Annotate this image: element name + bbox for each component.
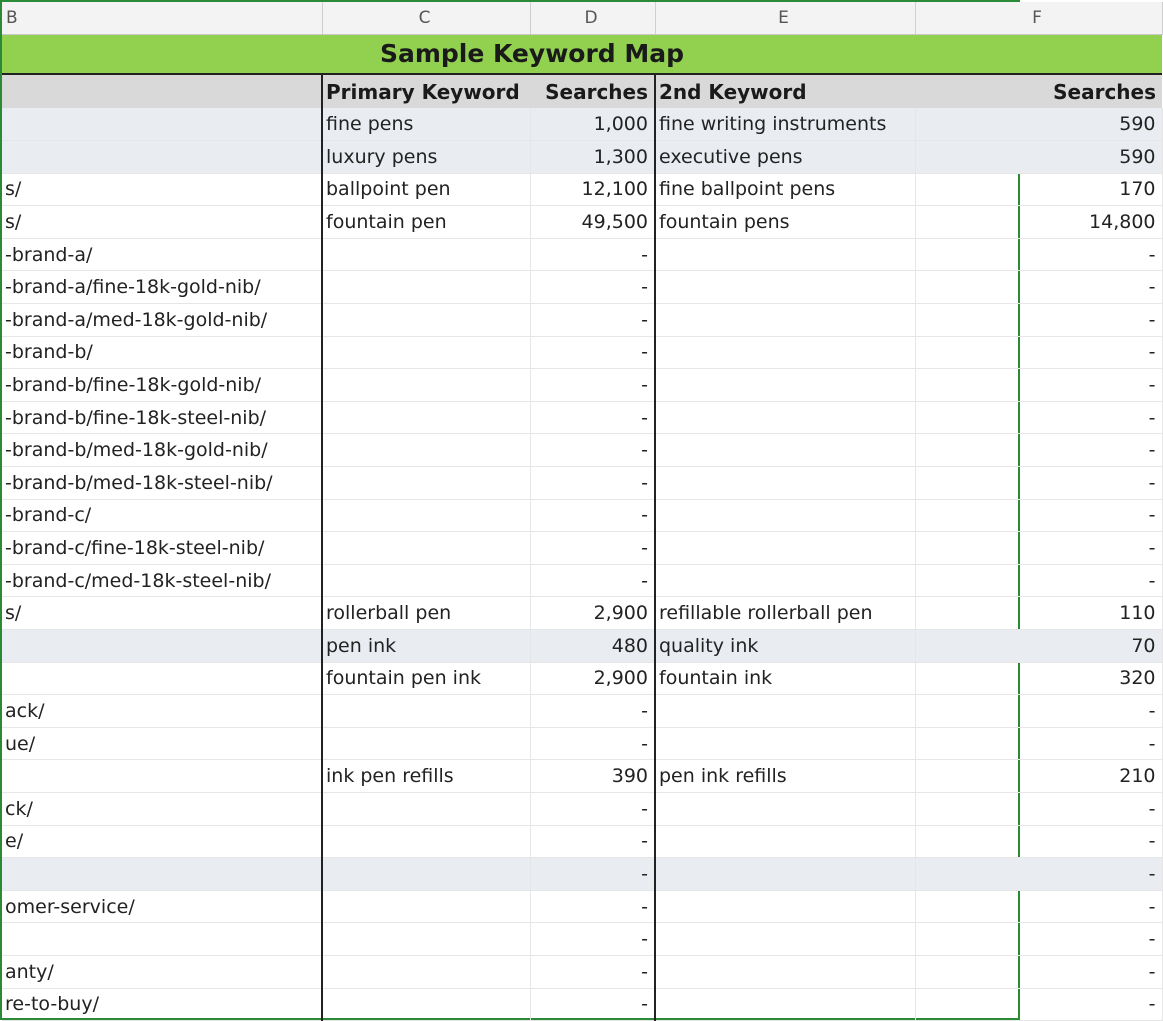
- primary-searches-cell[interactable]: -: [530, 434, 655, 467]
- second-searches-cell[interactable]: 590: [915, 108, 1162, 141]
- url-cell[interactable]: -brand-b/fine-18k-gold-nib/: [2, 369, 322, 402]
- url-cell[interactable]: ue/: [2, 727, 322, 760]
- primary-keyword-cell[interactable]: [322, 532, 530, 565]
- url-cell[interactable]: e/: [2, 825, 322, 858]
- url-cell[interactable]: -brand-a/fine-18k-gold-nib/: [2, 271, 322, 304]
- primary-searches-cell[interactable]: -: [530, 304, 655, 337]
- second-searches-cell[interactable]: -: [915, 727, 1162, 760]
- url-cell[interactable]: -brand-b/med-18k-gold-nib/: [2, 434, 322, 467]
- table-row: [2, 955, 1162, 988]
- header-primary-keyword[interactable]: Primary Keyword: [322, 74, 530, 108]
- primary-keyword-cell[interactable]: rollerball pen: [322, 597, 530, 630]
- second-keyword-cell[interactable]: [655, 923, 915, 956]
- second-keyword-cell[interactable]: [655, 238, 915, 271]
- second-keyword-cell[interactable]: fine ballpoint pens: [655, 173, 915, 206]
- second-keyword-cell[interactable]: [655, 532, 915, 565]
- primary-keyword-cell[interactable]: [322, 238, 530, 271]
- sheet-title[interactable]: [2, 34, 1162, 74]
- primary-searches-cell[interactable]: 1,000: [530, 108, 655, 141]
- url-cell[interactable]: [2, 108, 322, 141]
- table-row: [2, 108, 1162, 141]
- primary-searches-cell[interactable]: 12,100: [530, 173, 655, 206]
- primary-searches-cell[interactable]: 2,900: [530, 597, 655, 630]
- primary-keyword-cell[interactable]: fountain pen: [322, 206, 530, 239]
- primary-keyword-cell[interactable]: luxury pens: [322, 141, 530, 174]
- primary-searches-cell[interactable]: 49,500: [530, 206, 655, 239]
- table-row: [2, 336, 1162, 369]
- second-searches-cell[interactable]: -: [915, 792, 1162, 825]
- table-row: [2, 206, 1162, 239]
- table-row: [2, 141, 1162, 174]
- second-searches-cell[interactable]: -: [915, 923, 1162, 956]
- url-cell[interactable]: anty/: [2, 955, 322, 988]
- url-cell[interactable]: [2, 923, 322, 956]
- header-url-cell[interactable]: [2, 74, 322, 108]
- primary-searches-cell[interactable]: -: [530, 955, 655, 988]
- second-searches-cell[interactable]: 590: [915, 141, 1162, 174]
- primary-keyword-cell[interactable]: ballpoint pen: [322, 173, 530, 206]
- primary-keyword-cell[interactable]: [322, 434, 530, 467]
- primary-searches-cell[interactable]: -: [530, 401, 655, 434]
- primary-keyword-cell[interactable]: [322, 792, 530, 825]
- table-row: [2, 271, 1162, 304]
- second-searches-cell[interactable]: -: [915, 304, 1162, 337]
- table-row: [2, 858, 1162, 891]
- column-header-c[interactable]: C: [322, 2, 530, 34]
- second-searches-cell[interactable]: -: [915, 955, 1162, 988]
- primary-keyword-cell[interactable]: [322, 825, 530, 858]
- second-searches-cell[interactable]: -: [915, 271, 1162, 304]
- second-keyword-cell[interactable]: [655, 727, 915, 760]
- primary-keyword-cell[interactable]: [322, 988, 530, 1021]
- table-row: [2, 304, 1162, 337]
- second-keyword-cell[interactable]: quality ink: [655, 630, 915, 663]
- second-keyword-cell[interactable]: fine writing instruments: [655, 108, 915, 141]
- primary-keyword-cell[interactable]: pen ink: [322, 630, 530, 663]
- primary-searches-cell[interactable]: 480: [530, 630, 655, 663]
- primary-keyword-cell[interactable]: [322, 564, 530, 597]
- url-cell[interactable]: -brand-b/med-18k-steel-nib/: [2, 467, 322, 500]
- url-cell[interactable]: ck/: [2, 792, 322, 825]
- primary-keyword-cell[interactable]: [322, 695, 530, 728]
- table-row: [2, 499, 1162, 532]
- table-row: [2, 564, 1162, 597]
- primary-keyword-cell[interactable]: [322, 369, 530, 402]
- second-keyword-cell[interactable]: [655, 369, 915, 402]
- primary-searches-cell[interactable]: -: [530, 792, 655, 825]
- url-cell[interactable]: [2, 858, 322, 891]
- table-row: [2, 597, 1162, 630]
- primary-keyword-cell[interactable]: [322, 467, 530, 500]
- url-cell[interactable]: [2, 630, 322, 663]
- primary-searches-cell[interactable]: -: [530, 825, 655, 858]
- url-cell[interactable]: omer-service/: [2, 890, 322, 923]
- table-row: [2, 792, 1162, 825]
- header-primary-searches[interactable]: Searches: [530, 74, 655, 108]
- primary-searches-cell[interactable]: -: [530, 923, 655, 956]
- second-keyword-cell[interactable]: [655, 401, 915, 434]
- primary-keyword-cell[interactable]: [322, 890, 530, 923]
- primary-searches-cell[interactable]: -: [530, 271, 655, 304]
- primary-keyword-cell[interactable]: [322, 336, 530, 369]
- table-row: [2, 467, 1162, 500]
- primary-searches-cell[interactable]: -: [530, 695, 655, 728]
- second-keyword-cell[interactable]: [655, 792, 915, 825]
- column-header-d[interactable]: D: [530, 2, 655, 34]
- primary-keyword-cell[interactable]: fine pens: [322, 108, 530, 141]
- header-second-searches[interactable]: Searches: [915, 74, 1162, 108]
- table-row: [2, 825, 1162, 858]
- primary-keyword-cell[interactable]: [322, 727, 530, 760]
- url-cell[interactable]: -brand-b/: [2, 336, 322, 369]
- primary-keyword-cell[interactable]: [322, 858, 530, 891]
- url-cell[interactable]: s/: [2, 597, 322, 630]
- header-second-keyword[interactable]: 2nd Keyword: [655, 74, 915, 108]
- second-keyword-cell[interactable]: [655, 271, 915, 304]
- second-keyword-cell[interactable]: [655, 304, 915, 337]
- second-keyword-cell[interactable]: fountain pens: [655, 206, 915, 239]
- url-cell[interactable]: re-to-buy/: [2, 988, 322, 1021]
- table-row: [2, 988, 1162, 1021]
- url-cell[interactable]: [2, 662, 322, 695]
- header-row: [2, 74, 1162, 108]
- primary-keyword-cell[interactable]: [322, 923, 530, 956]
- table-row: [2, 662, 1162, 695]
- table-row: [2, 532, 1162, 565]
- url-cell[interactable]: -brand-a/med-18k-gold-nib/: [2, 304, 322, 337]
- url-cell[interactable]: ack/: [2, 695, 322, 728]
- second-searches-cell[interactable]: -: [915, 695, 1162, 728]
- primary-searches-cell[interactable]: -: [530, 369, 655, 402]
- primary-keyword-cell[interactable]: [322, 955, 530, 988]
- second-keyword-cell[interactable]: [655, 499, 915, 532]
- table-row: [2, 369, 1162, 402]
- second-keyword-cell[interactable]: refillable rollerball pen: [655, 597, 915, 630]
- second-searches-cell[interactable]: -: [915, 564, 1162, 597]
- second-keyword-cell[interactable]: [655, 858, 915, 891]
- second-keyword-cell[interactable]: [655, 695, 915, 728]
- table-row: [2, 630, 1162, 663]
- url-cell[interactable]: -brand-c/fine-18k-steel-nib/: [2, 532, 322, 565]
- primary-searches-cell[interactable]: -: [530, 532, 655, 565]
- second-keyword-cell[interactable]: [655, 890, 915, 923]
- primary-keyword-cell[interactable]: [322, 304, 530, 337]
- second-searches-cell[interactable]: -: [915, 369, 1162, 402]
- second-keyword-cell[interactable]: pen ink refills: [655, 760, 915, 793]
- url-cell[interactable]: [2, 141, 322, 174]
- column-header-b[interactable]: B: [2, 2, 322, 34]
- second-searches-cell[interactable]: -: [915, 988, 1162, 1021]
- second-searches-cell[interactable]: -: [915, 890, 1162, 923]
- second-keyword-cell[interactable]: executive pens: [655, 141, 915, 174]
- primary-searches-cell[interactable]: -: [530, 467, 655, 500]
- table-row: [2, 238, 1162, 271]
- second-searches-cell[interactable]: -: [915, 238, 1162, 271]
- url-cell[interactable]: s/: [2, 173, 322, 206]
- primary-keyword-cell[interactable]: [322, 401, 530, 434]
- second-keyword-cell[interactable]: [655, 825, 915, 858]
- second-keyword-cell[interactable]: [655, 955, 915, 988]
- second-searches-cell[interactable]: -: [915, 825, 1162, 858]
- primary-searches-cell[interactable]: -: [530, 988, 655, 1021]
- url-cell[interactable]: -brand-c/med-18k-steel-nib/: [2, 564, 322, 597]
- second-keyword-cell[interactable]: [655, 988, 915, 1021]
- url-cell[interactable]: [2, 760, 322, 793]
- primary-keyword-cell[interactable]: fountain pen ink: [322, 662, 530, 695]
- table-row: [2, 401, 1162, 434]
- primary-searches-cell[interactable]: -: [530, 564, 655, 597]
- second-searches-cell[interactable]: -: [915, 434, 1162, 467]
- second-searches-cell[interactable]: 210: [915, 760, 1162, 793]
- url-cell[interactable]: -brand-b/fine-18k-steel-nib/: [2, 401, 322, 434]
- primary-searches-cell[interactable]: -: [530, 858, 655, 891]
- primary-searches-cell[interactable]: 2,900: [530, 662, 655, 695]
- sheet-title-text: Sample Keyword Map: [379, 39, 685, 69]
- primary-searches-cell[interactable]: -: [530, 727, 655, 760]
- second-keyword-cell[interactable]: [655, 434, 915, 467]
- second-searches-cell[interactable]: -: [915, 467, 1162, 500]
- keyword-map-table: [2, 2, 1163, 1021]
- primary-searches-cell[interactable]: 1,300: [530, 141, 655, 174]
- second-keyword-cell[interactable]: fountain ink: [655, 662, 915, 695]
- table-row: [2, 890, 1162, 923]
- title-row: [2, 34, 1162, 74]
- second-keyword-cell[interactable]: [655, 336, 915, 369]
- table-row: [2, 760, 1162, 793]
- second-searches-cell[interactable]: 170: [915, 173, 1162, 206]
- primary-searches-cell[interactable]: -: [530, 890, 655, 923]
- column-header-f[interactable]: F: [915, 2, 1162, 34]
- second-searches-cell[interactable]: 14,800: [915, 206, 1162, 239]
- table-row: [2, 173, 1162, 206]
- column-header-e[interactable]: E: [655, 2, 915, 34]
- second-keyword-cell[interactable]: [655, 564, 915, 597]
- primary-searches-cell[interactable]: -: [530, 238, 655, 271]
- second-searches-cell[interactable]: -: [915, 858, 1162, 891]
- table-row: [2, 434, 1162, 467]
- primary-keyword-cell[interactable]: ink pen refills: [322, 760, 530, 793]
- second-searches-cell[interactable]: 110: [915, 597, 1162, 630]
- table-row: [2, 923, 1162, 956]
- second-searches-cell[interactable]: -: [915, 336, 1162, 369]
- second-searches-cell[interactable]: 320: [915, 662, 1162, 695]
- primary-keyword-cell[interactable]: [322, 499, 530, 532]
- second-searches-cell[interactable]: 70: [915, 630, 1162, 663]
- second-searches-cell[interactable]: -: [915, 532, 1162, 565]
- second-keyword-cell[interactable]: [655, 467, 915, 500]
- url-cell[interactable]: -brand-c/: [2, 499, 322, 532]
- column-header-row: [2, 2, 1162, 34]
- primary-keyword-cell[interactable]: [322, 271, 530, 304]
- url-cell[interactable]: -brand-a/: [2, 238, 322, 271]
- second-searches-cell[interactable]: -: [915, 499, 1162, 532]
- primary-searches-cell[interactable]: -: [530, 336, 655, 369]
- url-cell[interactable]: s/: [2, 206, 322, 239]
- table-row: [2, 695, 1162, 728]
- table-row: [2, 727, 1162, 760]
- primary-searches-cell[interactable]: 390: [530, 760, 655, 793]
- second-searches-cell[interactable]: -: [915, 401, 1162, 434]
- primary-searches-cell[interactable]: -: [530, 499, 655, 532]
